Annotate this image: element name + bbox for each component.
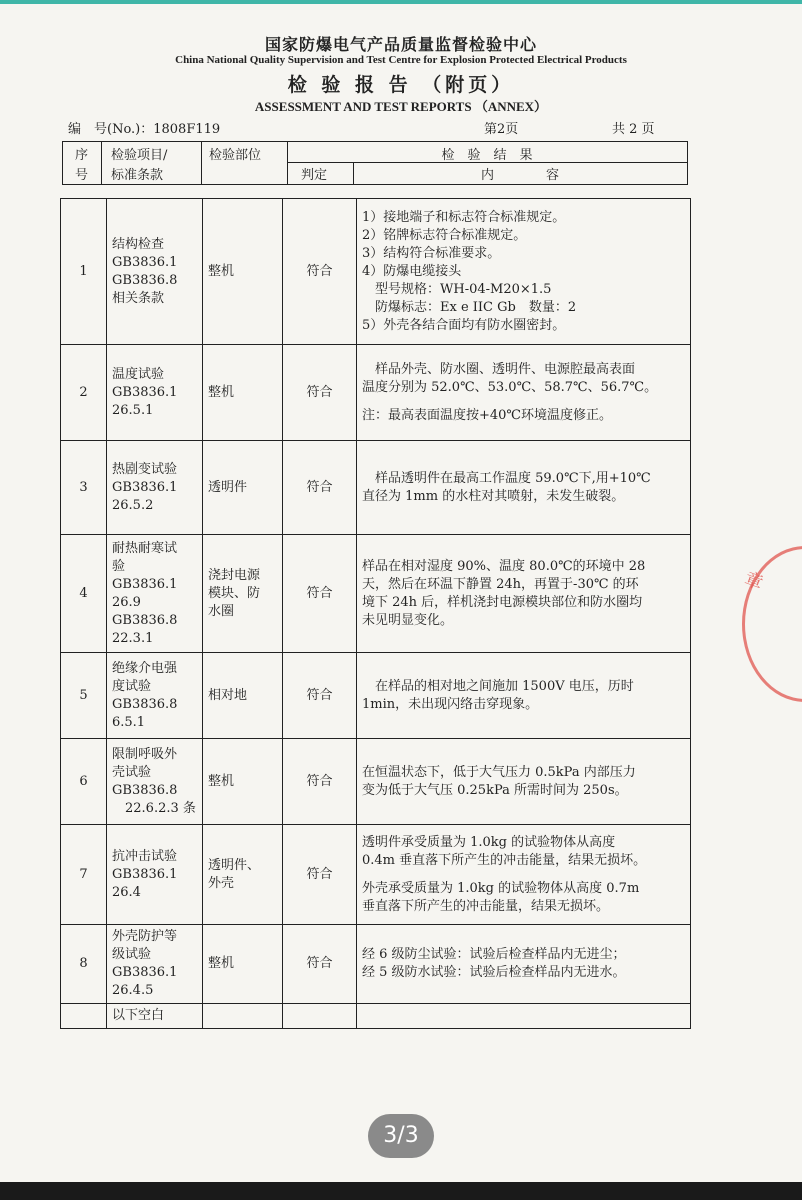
results-table [60,198,691,1029]
test-part [203,925,283,1004]
result-line: 样品外壳、防水圈、透明件、电源腔最高表面 [362,361,636,377]
result-line [362,870,685,880]
table-row [61,441,691,535]
test-part [203,653,283,739]
blank-below-note: 以下空白 [107,1004,203,1029]
result-line: 在恒温状态下，低于大气压力 0.5kPa 内部压力 [362,764,636,780]
result-content [357,441,691,535]
result-line: 2）铭牌标志符合标准规定。 [362,227,527,243]
row-number: 2 [61,345,107,441]
item-line: 26.4 [112,884,141,900]
item-line: 26.4.5 [112,983,154,998]
test-item [107,345,203,441]
system-navigation-bar [0,1182,802,1200]
result-content [357,825,691,925]
col-seq-line2: 号 [75,168,89,183]
result-line [362,397,685,407]
test-part [203,199,283,345]
result-line: 未见明显变化。 [362,612,454,628]
result-line: 防爆标志：Ex e IIC Gb 数量：2 [362,299,577,315]
table-row [61,925,691,1004]
report-title-en: ASSESSMENT AND TEST REPORTS （ANNEX） [254,99,548,114]
item-line: GB3836.1 [112,384,178,400]
seal-marks: 章 [741,568,766,595]
item-line: 验 [112,558,126,574]
result-line: 境下 24h 后，样机浇封电源模块部位和防水圈均 [362,594,643,610]
col-part: 检验部位 [209,148,262,163]
test-part [203,441,283,535]
item-line: 6.5.1 [112,714,146,730]
test-item [107,653,203,739]
result-content [357,925,691,1004]
item-line: 26.5.2 [112,497,154,513]
test-part [203,345,283,441]
part-line: 模块、防 [208,585,261,601]
empty-cell [283,1004,357,1029]
item-line: GB3836.8 [112,272,178,288]
test-item [107,739,203,825]
result-line: 经 5 级防水试验：试验后检查样品内无进水。 [362,965,626,980]
item-line: GB3836.1 [112,479,178,495]
result-line: 直径为 1mm 的水柱对其喷射，未发生破裂。 [362,488,625,504]
item-line: 度试验 [112,678,152,694]
col-item-line2: 标准条款 [111,168,164,183]
column-header-table [62,141,688,185]
item-line: GB3836.1 [112,576,178,592]
judgement: 符合 [283,825,357,925]
test-part [203,825,283,925]
result-line: 垂直落下所产生的冲击能量，结果无损坏。 [362,898,610,914]
table-row [61,825,691,925]
result-line: 在样品的相对地之间施加 1500V 电压，历时 [362,678,634,694]
result-line: 0.4m 垂直落下所产生的冲击能量，结果无损坏。 [362,852,647,868]
empty-cell [203,1004,283,1029]
item-line: 相关条款 [112,290,165,306]
item-line: GB3836.1 [112,965,178,980]
test-item [107,199,203,345]
part-line: 透明件、 [208,857,261,873]
part-line: 水圈 [208,603,235,619]
item-line: 结构检查 [112,236,165,252]
part-line: 相对地 [208,687,248,703]
row-number: 6 [61,739,107,825]
row-number: 3 [61,441,107,535]
part-line: 整机 [208,263,235,279]
result-content [357,653,691,739]
result-line: 5）外壳各结合面均有防水圈密封。 [362,317,566,333]
col-content: 内 容 [480,168,559,183]
row-number: 1 [61,199,107,345]
result-line: 变为低于大气压 0.25kPa 所需时间为 250s。 [362,782,628,798]
judgement: 符合 [283,535,357,653]
item-line: GB3836.8 [112,696,178,712]
part-line: 整机 [208,384,235,400]
org-name-en: China National Quality Supervision and Test Centre for Explosion Protected Electrical Products [175,54,627,66]
col-seq-line1: 序 [75,148,89,163]
result-line: 天，然后在环温下静置 24h，再置于-30℃ 的环 [362,576,639,592]
item-line: 26.5.1 [112,402,154,418]
item-line: 级试验 [112,947,152,962]
table-row [61,535,691,653]
col-judge: 判定 [301,168,328,183]
judgement: 符合 [283,653,357,739]
result-content [357,535,691,653]
judgement: 符合 [283,345,357,441]
part-line: 浇封电源 [208,567,261,583]
item-line: 22.3.1 [112,630,154,646]
judgement: 符合 [283,441,357,535]
row-number: 7 [61,825,107,925]
col-result: 检 验 结 果 [441,148,533,163]
test-item [107,825,203,925]
test-item [107,535,203,653]
item-line: 抗冲击试验 [112,848,178,864]
item-line: 26.9 [112,594,141,610]
item-line: GB3836.1 [112,866,178,882]
result-content [357,739,691,825]
result-line: 注：最高表面温度按+40℃环境温度修正。 [362,407,612,423]
item-line: GB3836.1 [112,254,178,270]
col-item-line1: 检验项目/ [111,148,168,163]
table-row [61,199,691,345]
item-line: GB3836.8 [112,612,178,628]
table-row-blank [61,1004,691,1029]
item-line: 绝缘介电强 [112,660,178,676]
judgement: 符合 [283,199,357,345]
result-content [357,199,691,345]
report-number: 编 号(No.)：1808F119 [68,122,221,137]
table-row [61,345,691,441]
test-part [203,535,283,653]
test-part [203,739,283,825]
result-line: 1min，未出现闪络击穿现象。 [362,696,539,712]
page-indicator[interactable]: 3/3 [368,1114,434,1158]
test-item [107,441,203,535]
result-line: 型号规格：WH-04-M20×1.5 [362,281,552,297]
item-line: 限制呼吸外 [112,746,178,762]
part-line: 透明件 [208,479,248,495]
test-item [107,925,203,1004]
item-line: 热剧变试验 [112,461,178,477]
document-page [0,4,802,1182]
item-line: 壳试验 [112,764,152,780]
report-title-cn: 检 验 报 告 （附页） [287,74,515,96]
result-line: 外壳承受质量为 1.0kg 的试验物体从高度 0.7m [362,880,640,896]
judgement: 符合 [283,925,357,1004]
result-line: 经 6 级防尘试验：试验后检查样品内无进尘； [362,947,626,962]
result-line: 1）接地端子和标志符合标准规定。 [362,209,566,225]
empty-cell [61,1004,107,1029]
result-line: 4）防爆电缆接头 [362,263,462,279]
result-line: 温度分别为 52.0℃、53.0℃、58.7℃、56.7℃。 [362,379,658,395]
item-line: GB3836.8 [112,782,178,798]
empty-cell [357,1004,691,1029]
part-line: 整机 [208,956,235,971]
result-content [357,345,691,441]
page-number: 第2页 [484,122,519,137]
judgement: 符合 [283,739,357,825]
item-line: 22.6.2.3 条 [112,800,196,816]
org-name-cn: 国家防爆电气产品质量监督检验中心 [264,35,537,54]
result-line: 3）结构符合标准要求。 [362,245,501,261]
table-row [61,653,691,739]
item-line: 耐热耐寒试 [112,540,178,556]
result-line: 样品在相对湿度 90%、温度 80.0℃的环境中 28 [362,558,646,574]
result-line: 透明件承受质量为 1.0kg 的试验物体从高度 [362,834,616,850]
part-line: 整机 [208,773,235,789]
total-pages: 共 2 页 [612,122,655,137]
item-line: 外壳防护等 [112,929,178,944]
item-line: 温度试验 [112,366,165,382]
result-line: 样品透明件在最高工作温度 59.0℃下,用+10℃ [362,470,651,486]
table-row [61,739,691,825]
part-line: 外壳 [208,875,235,891]
row-number: 5 [61,653,107,739]
row-number: 4 [61,535,107,653]
row-number: 8 [61,925,107,1004]
